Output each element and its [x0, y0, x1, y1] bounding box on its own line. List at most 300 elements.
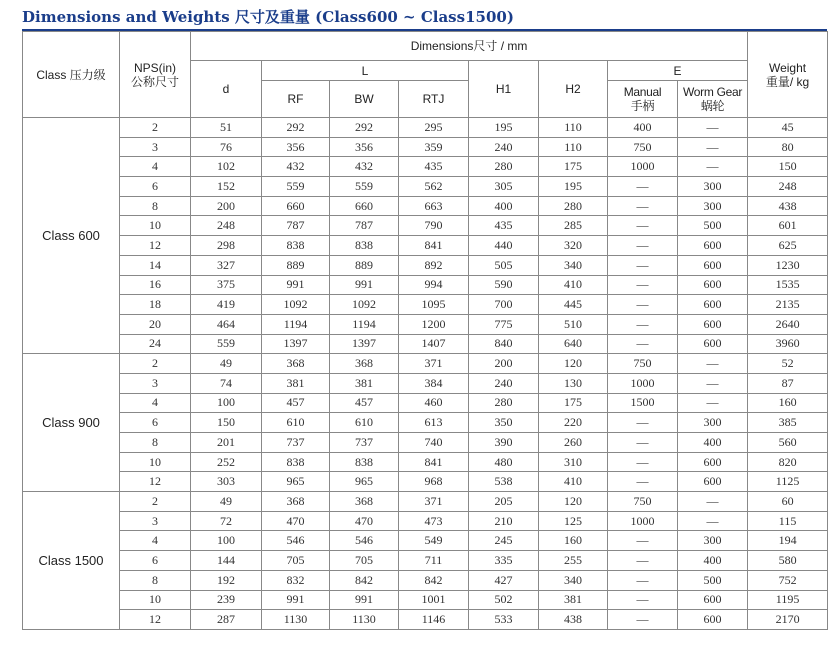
- manual-cell: 750: [608, 137, 678, 157]
- d-cell: 298: [191, 236, 262, 256]
- rf-cell: 432: [262, 157, 330, 177]
- rf-cell: 965: [262, 472, 330, 492]
- table-row: [23, 177, 828, 197]
- d-cell: 375: [191, 275, 262, 295]
- l-header: L: [262, 61, 469, 81]
- rtj-cell: 841: [399, 452, 469, 472]
- bw-cell: 610: [330, 413, 399, 433]
- rf-cell: 787: [262, 216, 330, 236]
- weight-cell: 820: [748, 452, 828, 472]
- rf-cell: 660: [262, 196, 330, 216]
- worm-gear-cell: 600: [678, 295, 748, 315]
- rtj-cell: 1095: [399, 295, 469, 315]
- manual-cell: —: [608, 551, 678, 571]
- nps-cell: 12: [120, 472, 191, 492]
- bw-cell: 737: [330, 433, 399, 453]
- worm-gear-cell: —: [678, 118, 748, 138]
- h1-cell: 538: [469, 472, 539, 492]
- table-row: [23, 157, 828, 177]
- h2-cell: 640: [539, 334, 608, 354]
- h1-cell: 240: [469, 137, 539, 157]
- h2-cell: 340: [539, 570, 608, 590]
- bw-cell: 1130: [330, 610, 399, 630]
- table-row: [23, 236, 828, 256]
- rtj-cell: 994: [399, 275, 469, 295]
- manual-cell: —: [608, 334, 678, 354]
- bw-cell: 292: [330, 118, 399, 138]
- nps-cell: 10: [120, 590, 191, 610]
- class-header: Class 压力级: [23, 32, 120, 118]
- weight-header: Weight 重量/ kg: [748, 32, 828, 118]
- table-header: [23, 32, 828, 118]
- h1-cell: 427: [469, 570, 539, 590]
- h1-cell: 210: [469, 511, 539, 531]
- h1-cell: 840: [469, 334, 539, 354]
- d-cell: 144: [191, 551, 262, 571]
- table-row: [23, 492, 828, 512]
- rtj-cell: 790: [399, 216, 469, 236]
- d-cell: 102: [191, 157, 262, 177]
- manual-cell: —: [608, 255, 678, 275]
- weight-cell: 160: [748, 393, 828, 413]
- table-row: [23, 452, 828, 472]
- worm-gear-cell: 300: [678, 413, 748, 433]
- d-cell: 464: [191, 314, 262, 334]
- rtj-cell: 613: [399, 413, 469, 433]
- bw-cell: 842: [330, 570, 399, 590]
- h2-cell: 120: [539, 354, 608, 374]
- weight-cell: 87: [748, 373, 828, 393]
- table-row: [23, 354, 828, 374]
- bw-cell: 660: [330, 196, 399, 216]
- worm-gear-cell: 600: [678, 334, 748, 354]
- h1-cell: 200: [469, 354, 539, 374]
- d-cell: 559: [191, 334, 262, 354]
- worm-gear-cell: 300: [678, 531, 748, 551]
- nps-cell: 4: [120, 531, 191, 551]
- h1-cell: 502: [469, 590, 539, 610]
- table-row: [23, 570, 828, 590]
- h2-cell: 220: [539, 413, 608, 433]
- rf-cell: 546: [262, 531, 330, 551]
- rf-cell: 356: [262, 137, 330, 157]
- rtj-cell: 295: [399, 118, 469, 138]
- manual-cell: —: [608, 275, 678, 295]
- d-cell: 51: [191, 118, 262, 138]
- h2-cell: 175: [539, 157, 608, 177]
- bw-cell: 991: [330, 275, 399, 295]
- nps-cell: 10: [120, 216, 191, 236]
- weight-cell: 60: [748, 492, 828, 512]
- rtj-cell: 371: [399, 492, 469, 512]
- bw-cell: 470: [330, 511, 399, 531]
- rf-cell: 457: [262, 393, 330, 413]
- rtj-cell: 892: [399, 255, 469, 275]
- bw-cell: 559: [330, 177, 399, 197]
- table-row: [23, 118, 828, 138]
- page-title: Dimensions and Weights 尺寸及重量 (Class600 ~ Class1500): [22, 8, 514, 26]
- h1-cell: 435: [469, 216, 539, 236]
- worm-gear-cell: —: [678, 157, 748, 177]
- h2-cell: 310: [539, 452, 608, 472]
- worm-gear-cell: 600: [678, 452, 748, 472]
- d-cell: 327: [191, 255, 262, 275]
- nps-cell: 4: [120, 157, 191, 177]
- nps-cell: 3: [120, 373, 191, 393]
- worm-gear-cell: 600: [678, 610, 748, 630]
- weight-cell: 3960: [748, 334, 828, 354]
- manual-cell: 750: [608, 354, 678, 374]
- h1-header: H1: [469, 61, 539, 118]
- weight-cell: 560: [748, 433, 828, 453]
- manual-cell: —: [608, 314, 678, 334]
- table-row: [23, 472, 828, 492]
- manual-cell: —: [608, 236, 678, 256]
- h1-cell: 775: [469, 314, 539, 334]
- bw-cell: 432: [330, 157, 399, 177]
- rf-cell: 705: [262, 551, 330, 571]
- h2-cell: 340: [539, 255, 608, 275]
- nps-cell: 8: [120, 570, 191, 590]
- h1-cell: 335: [469, 551, 539, 571]
- h1-cell: 350: [469, 413, 539, 433]
- d-cell: 49: [191, 354, 262, 374]
- h2-cell: 280: [539, 196, 608, 216]
- h1-cell: 505: [469, 255, 539, 275]
- manual-cell: 1000: [608, 373, 678, 393]
- rf-cell: 991: [262, 590, 330, 610]
- table-row: [23, 314, 828, 334]
- rtj-cell: 842: [399, 570, 469, 590]
- nps-cell: 6: [120, 413, 191, 433]
- rtj-cell: 740: [399, 433, 469, 453]
- rf-cell: 832: [262, 570, 330, 590]
- h1-cell: 305: [469, 177, 539, 197]
- worm-gear-cell: —: [678, 511, 748, 531]
- h2-cell: 110: [539, 137, 608, 157]
- bw-cell: 965: [330, 472, 399, 492]
- h2-cell: 410: [539, 472, 608, 492]
- weight-cell: 2170: [748, 610, 828, 630]
- h2-cell: 110: [539, 118, 608, 138]
- bw-cell: 457: [330, 393, 399, 413]
- h2-cell: 438: [539, 610, 608, 630]
- manual-cell: 1000: [608, 157, 678, 177]
- nps-cell: 2: [120, 354, 191, 374]
- table-row: [23, 511, 828, 531]
- nps-cell: 2: [120, 118, 191, 138]
- worm-gear-cell: 500: [678, 216, 748, 236]
- manual-cell: —: [608, 610, 678, 630]
- rf-cell: 559: [262, 177, 330, 197]
- manual-cell: —: [608, 472, 678, 492]
- table-row: [23, 196, 828, 216]
- nps-cell: 14: [120, 255, 191, 275]
- rf-cell: 889: [262, 255, 330, 275]
- bw-cell: 546: [330, 531, 399, 551]
- h2-cell: 175: [539, 393, 608, 413]
- rtj-cell: 473: [399, 511, 469, 531]
- h1-cell: 195: [469, 118, 539, 138]
- h2-header: H2: [539, 61, 608, 118]
- d-cell: 192: [191, 570, 262, 590]
- nps-cell: 18: [120, 295, 191, 315]
- nps-cell: 24: [120, 334, 191, 354]
- nps-cell: 16: [120, 275, 191, 295]
- h2-cell: 510: [539, 314, 608, 334]
- bw-cell: 838: [330, 236, 399, 256]
- bw-cell: 838: [330, 452, 399, 472]
- h1-cell: 280: [469, 157, 539, 177]
- h2-cell: 130: [539, 373, 608, 393]
- bw-cell: 889: [330, 255, 399, 275]
- rf-cell: 292: [262, 118, 330, 138]
- d-cell: 49: [191, 492, 262, 512]
- h2-cell: 125: [539, 511, 608, 531]
- d-cell: 72: [191, 511, 262, 531]
- rtj-cell: 384: [399, 373, 469, 393]
- rtj-cell: 1001: [399, 590, 469, 610]
- h2-cell: 260: [539, 433, 608, 453]
- table-row: [23, 610, 828, 630]
- h2-cell: 255: [539, 551, 608, 571]
- rf-cell: 838: [262, 236, 330, 256]
- rf-cell: 610: [262, 413, 330, 433]
- worm-gear-cell: 300: [678, 196, 748, 216]
- weight-cell: 115: [748, 511, 828, 531]
- h1-cell: 400: [469, 196, 539, 216]
- rtj-cell: 435: [399, 157, 469, 177]
- rtj-cell: 562: [399, 177, 469, 197]
- worm-gear-header: Worm Gear 蜗轮: [678, 81, 748, 118]
- h1-cell: 280: [469, 393, 539, 413]
- table-row: [23, 137, 828, 157]
- nps-cell: 6: [120, 177, 191, 197]
- d-cell: 303: [191, 472, 262, 492]
- nps-cell: 10: [120, 452, 191, 472]
- table-row: [23, 531, 828, 551]
- nps-cell: 6: [120, 551, 191, 571]
- class-label: Class 600: [23, 118, 120, 354]
- worm-gear-cell: 600: [678, 236, 748, 256]
- manual-cell: —: [608, 433, 678, 453]
- rtj-cell: 1146: [399, 610, 469, 630]
- weight-cell: 248: [748, 177, 828, 197]
- weight-cell: 1230: [748, 255, 828, 275]
- rtj-header: RTJ: [399, 81, 469, 118]
- manual-cell: —: [608, 295, 678, 315]
- table-row: [23, 334, 828, 354]
- rtj-cell: 1200: [399, 314, 469, 334]
- weight-cell: 752: [748, 570, 828, 590]
- h1-cell: 533: [469, 610, 539, 630]
- bw-cell: 381: [330, 373, 399, 393]
- worm-gear-cell: 400: [678, 551, 748, 571]
- d-cell: 419: [191, 295, 262, 315]
- h2-cell: 320: [539, 236, 608, 256]
- worm-gear-cell: —: [678, 393, 748, 413]
- nps-cell: 20: [120, 314, 191, 334]
- weight-cell: 385: [748, 413, 828, 433]
- rf-cell: 737: [262, 433, 330, 453]
- h2-cell: 410: [539, 275, 608, 295]
- rtj-cell: 460: [399, 393, 469, 413]
- h1-cell: 245: [469, 531, 539, 551]
- table-row: [23, 433, 828, 453]
- weight-cell: 150: [748, 157, 828, 177]
- d-cell: 200: [191, 196, 262, 216]
- h1-cell: 480: [469, 452, 539, 472]
- d-cell: 252: [191, 452, 262, 472]
- dimensions-table: [22, 31, 828, 630]
- weight-cell: 194: [748, 531, 828, 551]
- rf-cell: 1130: [262, 610, 330, 630]
- h2-cell: 285: [539, 216, 608, 236]
- class-label: Class 900: [23, 354, 120, 492]
- manual-cell: 1500: [608, 393, 678, 413]
- worm-gear-cell: —: [678, 137, 748, 157]
- table-row: [23, 551, 828, 571]
- nps-cell: 12: [120, 236, 191, 256]
- weight-cell: 1125: [748, 472, 828, 492]
- worm-gear-cell: 400: [678, 433, 748, 453]
- h2-cell: 120: [539, 492, 608, 512]
- manual-cell: —: [608, 590, 678, 610]
- h1-cell: 390: [469, 433, 539, 453]
- bw-cell: 787: [330, 216, 399, 236]
- h2-cell: 160: [539, 531, 608, 551]
- manual-cell: —: [608, 531, 678, 551]
- rf-cell: 1092: [262, 295, 330, 315]
- table-row: [23, 295, 828, 315]
- e-header: E: [608, 61, 748, 81]
- d-cell: 76: [191, 137, 262, 157]
- rf-cell: 368: [262, 492, 330, 512]
- rf-cell: 1397: [262, 334, 330, 354]
- table-body: [23, 118, 828, 630]
- manual-cell: —: [608, 452, 678, 472]
- manual-cell: —: [608, 413, 678, 433]
- h1-cell: 240: [469, 373, 539, 393]
- nps-cell: 3: [120, 137, 191, 157]
- rtj-cell: 359: [399, 137, 469, 157]
- manual-cell: —: [608, 177, 678, 197]
- worm-gear-cell: —: [678, 354, 748, 374]
- manual-cell: 400: [608, 118, 678, 138]
- rf-cell: 368: [262, 354, 330, 374]
- table-row: [23, 275, 828, 295]
- d-cell: 239: [191, 590, 262, 610]
- nps-cell: 2: [120, 492, 191, 512]
- weight-cell: 625: [748, 236, 828, 256]
- nps-header: NPS(in) 公称尺寸: [120, 32, 191, 118]
- bw-header: BW: [330, 81, 399, 118]
- rf-cell: 991: [262, 275, 330, 295]
- d-cell: 100: [191, 531, 262, 551]
- dimensions-header: Dimensions尺寸 / mm: [191, 32, 748, 61]
- table-row: [23, 216, 828, 236]
- manual-header: Manual 手柄: [608, 81, 678, 118]
- rtj-cell: 371: [399, 354, 469, 374]
- d-header: d: [191, 61, 262, 118]
- weight-cell: 80: [748, 137, 828, 157]
- manual-cell: 750: [608, 492, 678, 512]
- rf-cell: 838: [262, 452, 330, 472]
- bw-cell: 1194: [330, 314, 399, 334]
- manual-cell: 1000: [608, 511, 678, 531]
- weight-cell: 2640: [748, 314, 828, 334]
- h1-cell: 440: [469, 236, 539, 256]
- d-cell: 201: [191, 433, 262, 453]
- h2-cell: 381: [539, 590, 608, 610]
- bw-cell: 368: [330, 354, 399, 374]
- class-label: Class 1500: [23, 492, 120, 630]
- worm-gear-cell: —: [678, 373, 748, 393]
- rf-cell: 381: [262, 373, 330, 393]
- worm-gear-cell: 600: [678, 255, 748, 275]
- d-cell: 100: [191, 393, 262, 413]
- rf-cell: 1194: [262, 314, 330, 334]
- worm-gear-cell: 600: [678, 275, 748, 295]
- d-cell: 152: [191, 177, 262, 197]
- weight-cell: 580: [748, 551, 828, 571]
- weight-cell: 1195: [748, 590, 828, 610]
- nps-cell: 8: [120, 433, 191, 453]
- bw-cell: 1092: [330, 295, 399, 315]
- bw-cell: 991: [330, 590, 399, 610]
- rtj-cell: 841: [399, 236, 469, 256]
- h1-cell: 205: [469, 492, 539, 512]
- table-row: [23, 590, 828, 610]
- rtj-cell: 711: [399, 551, 469, 571]
- rtj-cell: 663: [399, 196, 469, 216]
- h2-cell: 195: [539, 177, 608, 197]
- weight-cell: 52: [748, 354, 828, 374]
- weight-cell: 1535: [748, 275, 828, 295]
- table-row: [23, 393, 828, 413]
- worm-gear-cell: 600: [678, 590, 748, 610]
- rtj-cell: 549: [399, 531, 469, 551]
- bw-cell: 368: [330, 492, 399, 512]
- weight-cell: 45: [748, 118, 828, 138]
- worm-gear-cell: 300: [678, 177, 748, 197]
- d-cell: 287: [191, 610, 262, 630]
- manual-cell: —: [608, 570, 678, 590]
- worm-gear-cell: —: [678, 492, 748, 512]
- rf-cell: 470: [262, 511, 330, 531]
- nps-cell: 3: [120, 511, 191, 531]
- worm-gear-cell: 500: [678, 570, 748, 590]
- d-cell: 74: [191, 373, 262, 393]
- table-row: [23, 373, 828, 393]
- table-row: [23, 413, 828, 433]
- h1-cell: 590: [469, 275, 539, 295]
- worm-gear-cell: 600: [678, 314, 748, 334]
- weight-cell: 438: [748, 196, 828, 216]
- table-row: [23, 255, 828, 275]
- nps-cell: 12: [120, 610, 191, 630]
- rtj-cell: 968: [399, 472, 469, 492]
- rtj-cell: 1407: [399, 334, 469, 354]
- worm-gear-cell: 600: [678, 472, 748, 492]
- rf-header: RF: [262, 81, 330, 118]
- bw-cell: 705: [330, 551, 399, 571]
- weight-cell: 601: [748, 216, 828, 236]
- manual-cell: —: [608, 196, 678, 216]
- h1-cell: 700: [469, 295, 539, 315]
- bw-cell: 356: [330, 137, 399, 157]
- nps-cell: 8: [120, 196, 191, 216]
